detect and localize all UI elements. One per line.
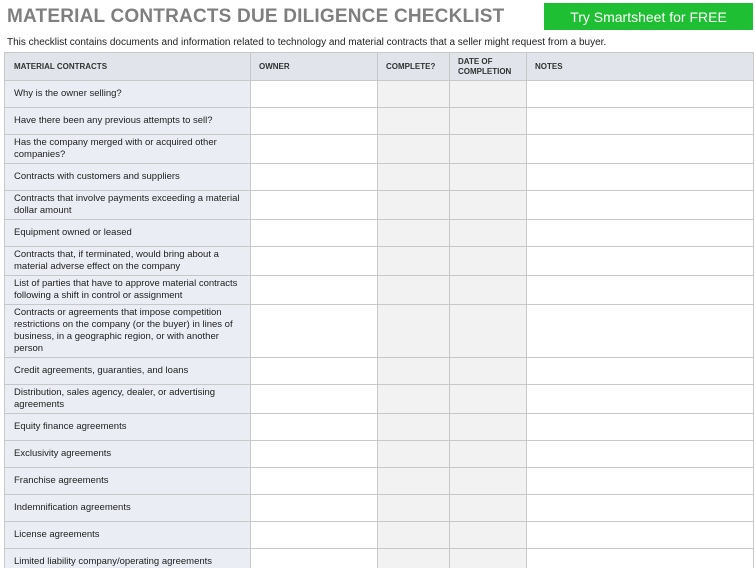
table-row (5, 414, 754, 441)
date-of-completion-cell[interactable] (450, 247, 527, 276)
owner-cell[interactable] (251, 164, 378, 191)
table-row (5, 81, 754, 108)
checklist-item-label: License agreements (5, 522, 251, 549)
complete-cell[interactable] (378, 108, 450, 135)
column-header-owner: OWNER (251, 53, 378, 81)
table-row (5, 276, 754, 305)
owner-cell[interactable] (251, 549, 378, 568)
complete-cell[interactable] (378, 191, 450, 220)
checklist-item-label: List of parties that have to approve material contracts following a shift in control or assignment (5, 276, 251, 305)
owner-cell[interactable] (251, 385, 378, 414)
complete-cell[interactable] (378, 549, 450, 568)
table-row (5, 220, 754, 247)
date-of-completion-cell[interactable] (450, 468, 527, 495)
owner-cell[interactable] (251, 276, 378, 305)
notes-cell[interactable] (527, 495, 754, 522)
notes-cell[interactable] (527, 164, 754, 191)
checklist-item-label: Has the company merged with or acquired other companies? (5, 135, 251, 164)
owner-cell[interactable] (251, 135, 378, 164)
table-row (5, 549, 754, 568)
checklist-item-label: Contracts with customers and suppliers (5, 164, 251, 191)
table-body (5, 81, 754, 568)
notes-cell[interactable] (527, 385, 754, 414)
owner-cell[interactable] (251, 441, 378, 468)
complete-cell[interactable] (378, 276, 450, 305)
date-of-completion-cell[interactable] (450, 522, 527, 549)
table-row (5, 358, 754, 385)
date-of-completion-cell[interactable] (450, 358, 527, 385)
notes-cell[interactable] (527, 276, 754, 305)
complete-cell[interactable] (378, 468, 450, 495)
table-row (5, 385, 754, 414)
checklist-item-label: Contracts or agreements that impose competition restrictions on the company (or the buyer) in lines of business, in a geographic region, or with another person (5, 305, 251, 358)
notes-cell[interactable] (527, 220, 754, 247)
complete-cell[interactable] (378, 385, 450, 414)
date-of-completion-cell[interactable] (450, 220, 527, 247)
date-of-completion-cell[interactable] (450, 385, 527, 414)
date-of-completion-cell[interactable] (450, 549, 527, 568)
notes-cell[interactable] (527, 108, 754, 135)
owner-cell[interactable] (251, 247, 378, 276)
complete-cell[interactable] (378, 164, 450, 191)
date-of-completion-cell[interactable] (450, 305, 527, 358)
owner-cell[interactable] (251, 522, 378, 549)
date-of-completion-cell[interactable] (450, 441, 527, 468)
checklist-item-label: Limited liability company/operating agreements (5, 549, 251, 568)
table-row (5, 164, 754, 191)
complete-cell[interactable] (378, 135, 450, 164)
notes-cell[interactable] (527, 468, 754, 495)
owner-cell[interactable] (251, 108, 378, 135)
table-row (5, 135, 754, 164)
complete-cell[interactable] (378, 247, 450, 276)
date-of-completion-cell[interactable] (450, 164, 527, 191)
owner-cell[interactable] (251, 191, 378, 220)
checklist-item-label: Distribution, sales agency, dealer, or advertising agreements (5, 385, 251, 414)
page-title: MATERIAL CONTRACTS DUE DILIGENCE CHECKLIST (7, 6, 505, 27)
notes-cell[interactable] (527, 247, 754, 276)
checklist-item-label: Equipment owned or leased (5, 220, 251, 247)
complete-cell[interactable] (378, 441, 450, 468)
date-of-completion-cell[interactable] (450, 414, 527, 441)
date-of-completion-cell[interactable] (450, 276, 527, 305)
checklist-item-label: Equity finance agreements (5, 414, 251, 441)
checklist-item-label: Have there been any previous attempts to sell? (5, 108, 251, 135)
notes-cell[interactable] (527, 305, 754, 358)
owner-cell[interactable] (251, 414, 378, 441)
owner-cell[interactable] (251, 220, 378, 247)
notes-cell[interactable] (527, 549, 754, 568)
checklist-table (4, 52, 754, 568)
notes-cell[interactable] (527, 81, 754, 108)
date-of-completion-cell[interactable] (450, 495, 527, 522)
checklist-item-label: Indemnification agreements (5, 495, 251, 522)
owner-cell[interactable] (251, 358, 378, 385)
table-row (5, 191, 754, 220)
date-of-completion-cell[interactable] (450, 81, 527, 108)
checklist-item-label: Exclusivity agreements (5, 441, 251, 468)
checklist-item-label: Why is the owner selling? (5, 81, 251, 108)
date-of-completion-cell[interactable] (450, 135, 527, 164)
checklist-item-label: Contracts that, if terminated, would bring about a material adverse effect on the company (5, 247, 251, 276)
owner-cell[interactable] (251, 305, 378, 358)
complete-cell[interactable] (378, 522, 450, 549)
column-header-complete: COMPLETE? (378, 53, 450, 81)
table-row (5, 468, 754, 495)
checklist-item-label: Contracts that involve payments exceeding a material dollar amount (5, 191, 251, 220)
checklist-item-label: Franchise agreements (5, 468, 251, 495)
notes-cell[interactable] (527, 358, 754, 385)
table-row (5, 305, 754, 358)
complete-cell[interactable] (378, 414, 450, 441)
complete-cell[interactable] (378, 305, 450, 358)
checklist-item-label: Credit agreements, guaranties, and loans (5, 358, 251, 385)
table-row (5, 247, 754, 276)
table-header-row (5, 53, 754, 81)
notes-cell[interactable] (527, 135, 754, 164)
table-row (5, 441, 754, 468)
date-of-completion-cell[interactable] (450, 108, 527, 135)
table-row (5, 522, 754, 549)
complete-cell[interactable] (378, 358, 450, 385)
complete-cell[interactable] (378, 81, 450, 108)
complete-cell[interactable] (378, 220, 450, 247)
owner-cell[interactable] (251, 495, 378, 522)
table-row (5, 495, 754, 522)
date-of-completion-cell[interactable] (450, 191, 527, 220)
column-header-material-contracts: MATERIAL CONTRACTS (5, 53, 251, 81)
notes-cell[interactable] (527, 441, 754, 468)
notes-cell[interactable] (527, 522, 754, 549)
column-header-notes: NOTES (527, 53, 754, 81)
table-row (5, 108, 754, 135)
complete-cell[interactable] (378, 495, 450, 522)
try-smartsheet-button[interactable]: Try Smartsheet for FREE (544, 3, 753, 30)
notes-cell[interactable] (527, 191, 754, 220)
owner-cell[interactable] (251, 81, 378, 108)
column-header-date-of-completion: DATE OF COMPLETION (450, 53, 527, 81)
page-description: This checklist contains documents and information related to technology and material contracts that a seller might request from a buyer. (7, 37, 607, 48)
notes-cell[interactable] (527, 414, 754, 441)
owner-cell[interactable] (251, 468, 378, 495)
